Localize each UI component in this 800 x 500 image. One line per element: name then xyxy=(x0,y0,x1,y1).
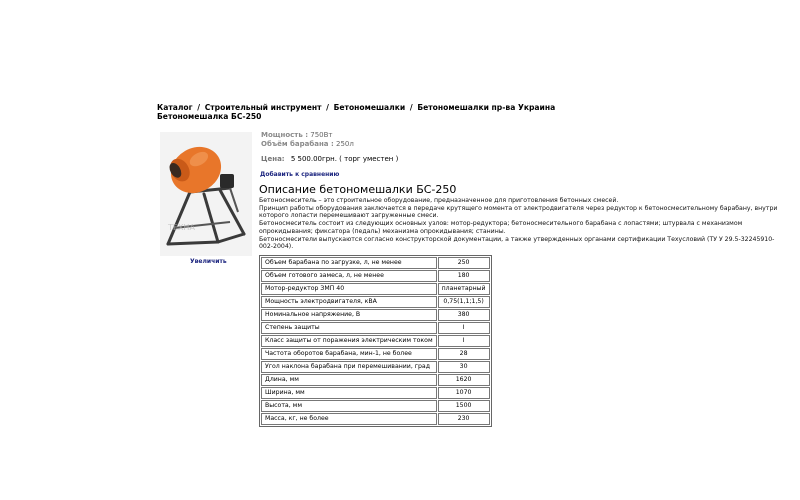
spec-value: 1070 xyxy=(438,387,490,399)
table-row xyxy=(261,335,490,347)
power-spec xyxy=(261,131,333,139)
description-paragraph: Принцип работы оборудования заключается в передаче крутящего момента от электродвигателя через редуктор к бетоносмесительному барабану, внутри которого лопасти перемешивают загруженные смеси. xyxy=(259,204,778,220)
table-row xyxy=(261,387,490,399)
breadcrumb-separator: / xyxy=(326,103,329,112)
spec-name: Класс защиты от поражения электрическим током xyxy=(261,335,437,347)
page-title: Бетономешалка БС-250 xyxy=(157,112,262,121)
add-to-compare-link[interactable]: Добавить к сравнению xyxy=(260,171,340,178)
breadcrumb-ukraine-mixers[interactable]: Бетономешалки пр-ва Украина xyxy=(417,103,556,112)
spec-name: Масса, кг, не более xyxy=(261,413,437,425)
breadcrumb-concrete-mixers[interactable]: Бетономешалки xyxy=(333,103,406,112)
spec-name: Высота, мм xyxy=(261,400,437,412)
spec-name: Номинальное напряжение, В xyxy=(261,309,437,321)
price-value: 5 500.00грн. ( торг уместен ) xyxy=(290,155,399,163)
spec-value: 230 xyxy=(438,413,490,425)
spec-name: Длина, мм xyxy=(261,374,437,386)
spec-name: Ширина, мм xyxy=(261,387,437,399)
breadcrumb-construction-tools[interactable]: Строительный инструмент xyxy=(204,103,322,112)
spec-name: Мотор-редуктор ЗМП 40 xyxy=(261,283,437,295)
description-text xyxy=(259,197,779,251)
drum-value: 250л xyxy=(336,140,354,148)
table-row xyxy=(261,270,490,282)
table-row xyxy=(261,348,490,360)
spec-name: Объем барабана по загрузке, л, не менее xyxy=(261,257,437,269)
table-row xyxy=(261,309,490,321)
breadcrumb-separator: / xyxy=(409,103,413,112)
table-row xyxy=(261,283,490,295)
concrete-mixer-image xyxy=(160,132,252,256)
description-heading-prefix: Описание xyxy=(259,183,320,196)
price-line xyxy=(261,155,398,163)
spec-name: Угол наклона барабана при перемешивании, град xyxy=(261,361,437,373)
power-label: Мощность : xyxy=(261,131,309,139)
power-value: 750Вт xyxy=(310,131,333,139)
description-heading-name: бетономешалки БС-250 xyxy=(319,183,457,196)
description-paragraph: Бетоносмесители выпускаются согласно конструкторской документации, а также утвержденных органами сертификации Техусловий (ТУ У 29.5-32245910-002-2004). xyxy=(259,235,775,251)
spec-name: Объем готового замеса, л, не менее xyxy=(261,270,437,282)
breadcrumb-catalog[interactable]: Каталог xyxy=(157,103,193,112)
spec-value: 0,75(1,1;1,5) xyxy=(438,296,490,308)
table-row xyxy=(261,374,490,386)
product-image[interactable] xyxy=(160,132,252,256)
spec-value: 30 xyxy=(438,361,490,373)
description-paragraph: Бетоносмеситель – это строительное оборудование, предназначенное для приготовления бетонных смесей. xyxy=(259,197,619,204)
spec-name: Степень защиты xyxy=(261,322,437,334)
drum-label: Объём барабана : xyxy=(261,140,334,148)
table-row xyxy=(261,257,490,269)
spec-value: 28 xyxy=(438,348,490,360)
spec-value: 380 xyxy=(438,309,490,321)
spec-value: 180 xyxy=(438,270,490,282)
spec-value: 1620 xyxy=(438,374,490,386)
description-paragraph: Бетоносмеситель состоит из следующих основных узлов: мотор-редуктора; бетоносмесительного барабана с лопастями; штурвала с механизмом опрокидывания; фиксатора (педаль) механизма опрокидывания; станины. xyxy=(259,220,743,235)
table-row xyxy=(261,296,490,308)
enlarge-link[interactable]: Увеличить xyxy=(190,258,227,265)
spec-value: планетарный xyxy=(438,283,490,295)
spec-value: 1500 xyxy=(438,400,490,412)
spec-name: Частота оборотов барабана, мин-1, не более xyxy=(261,348,437,360)
spec-value: I xyxy=(438,322,490,334)
spec-value: I xyxy=(438,335,490,347)
table-row xyxy=(261,400,490,412)
spec-value: 250 xyxy=(438,257,490,269)
price-label: Цена: xyxy=(261,155,285,163)
table-row xyxy=(261,322,490,334)
drum-spec xyxy=(261,140,354,148)
watermark: ТЕХНА xyxy=(168,223,195,232)
description-heading xyxy=(259,183,456,196)
spec-table xyxy=(259,255,492,427)
table-row xyxy=(261,361,490,373)
spec-name: Мощность электродвигателя, кВА xyxy=(261,296,437,308)
table-row xyxy=(261,413,490,425)
breadcrumb-separator: / xyxy=(197,103,201,112)
